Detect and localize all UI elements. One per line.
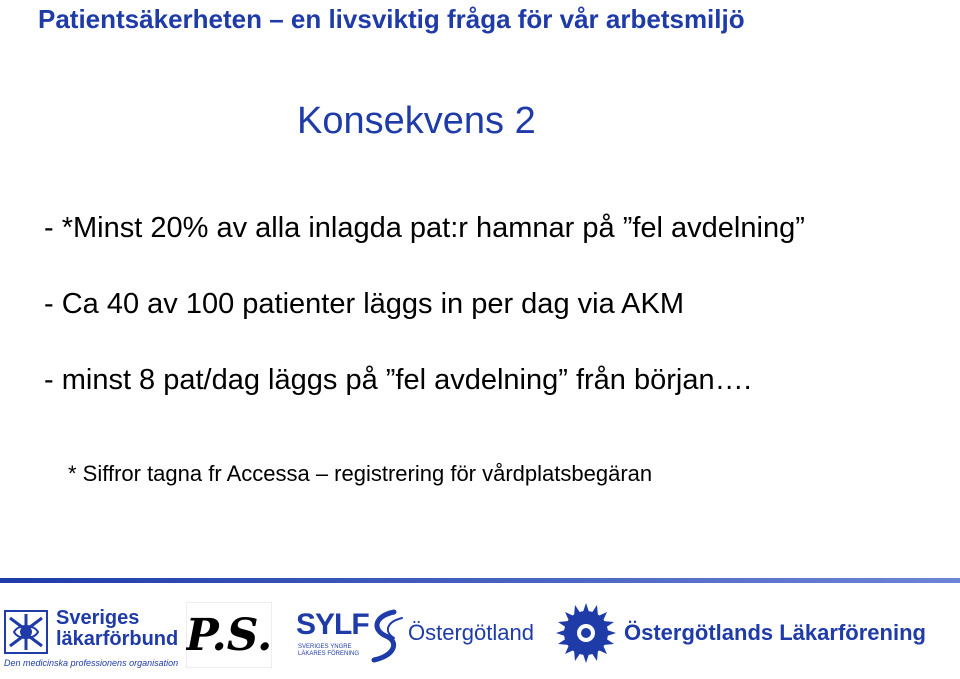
sylf-ostergotland-logo	[296, 606, 546, 668]
logo-sylf-sub1: SVERIGES YNGRE	[298, 644, 352, 650]
logo-ps-text: P.S.	[186, 610, 272, 661]
logo-slf-line1: Sveriges	[56, 607, 140, 629]
sveriges-lakarforbund-logo	[4, 604, 179, 668]
logo-sylf-sub	[298, 644, 359, 658]
logo-slf-tagline: Den medicinska professionens organisation	[4, 658, 179, 668]
logo-slf-line2: läkarförbund	[56, 628, 179, 650]
bullet-2: - Ca 40 av 100 patienter läggs in per dag via AKM	[44, 288, 684, 320]
logo-sylf-region: Östergötland	[408, 620, 534, 645]
wave-icon	[364, 608, 410, 664]
footer-divider	[0, 578, 960, 583]
footer-logos	[0, 600, 960, 672]
slide-heading: Konsekvens 2	[297, 100, 536, 142]
logo-olf-name: Östergötlands Läkarförening	[624, 620, 926, 645]
crest-icon	[4, 610, 48, 654]
logo-sylf-acronym: SYLF	[296, 608, 369, 641]
logo-sylf-sub2: LÄKARES FÖRENING	[298, 651, 360, 657]
star-emblem-icon	[556, 602, 616, 664]
bullet-1: - *Minst 20% av alla inlagda pat:r hamnar på ”fel avdelning”	[44, 212, 805, 244]
bullet-3: - minst 8 pat/dag läggs på ”fel avdelning” från början….	[44, 364, 752, 396]
ps-logo	[186, 602, 272, 668]
header-title: Patientsäkerheten – en livsviktig fråga för vår arbetsmiljö	[38, 4, 745, 34]
footnote: * Siffror tagna fr Accessa – registrering för vårdplatsbegäran	[68, 461, 653, 486]
